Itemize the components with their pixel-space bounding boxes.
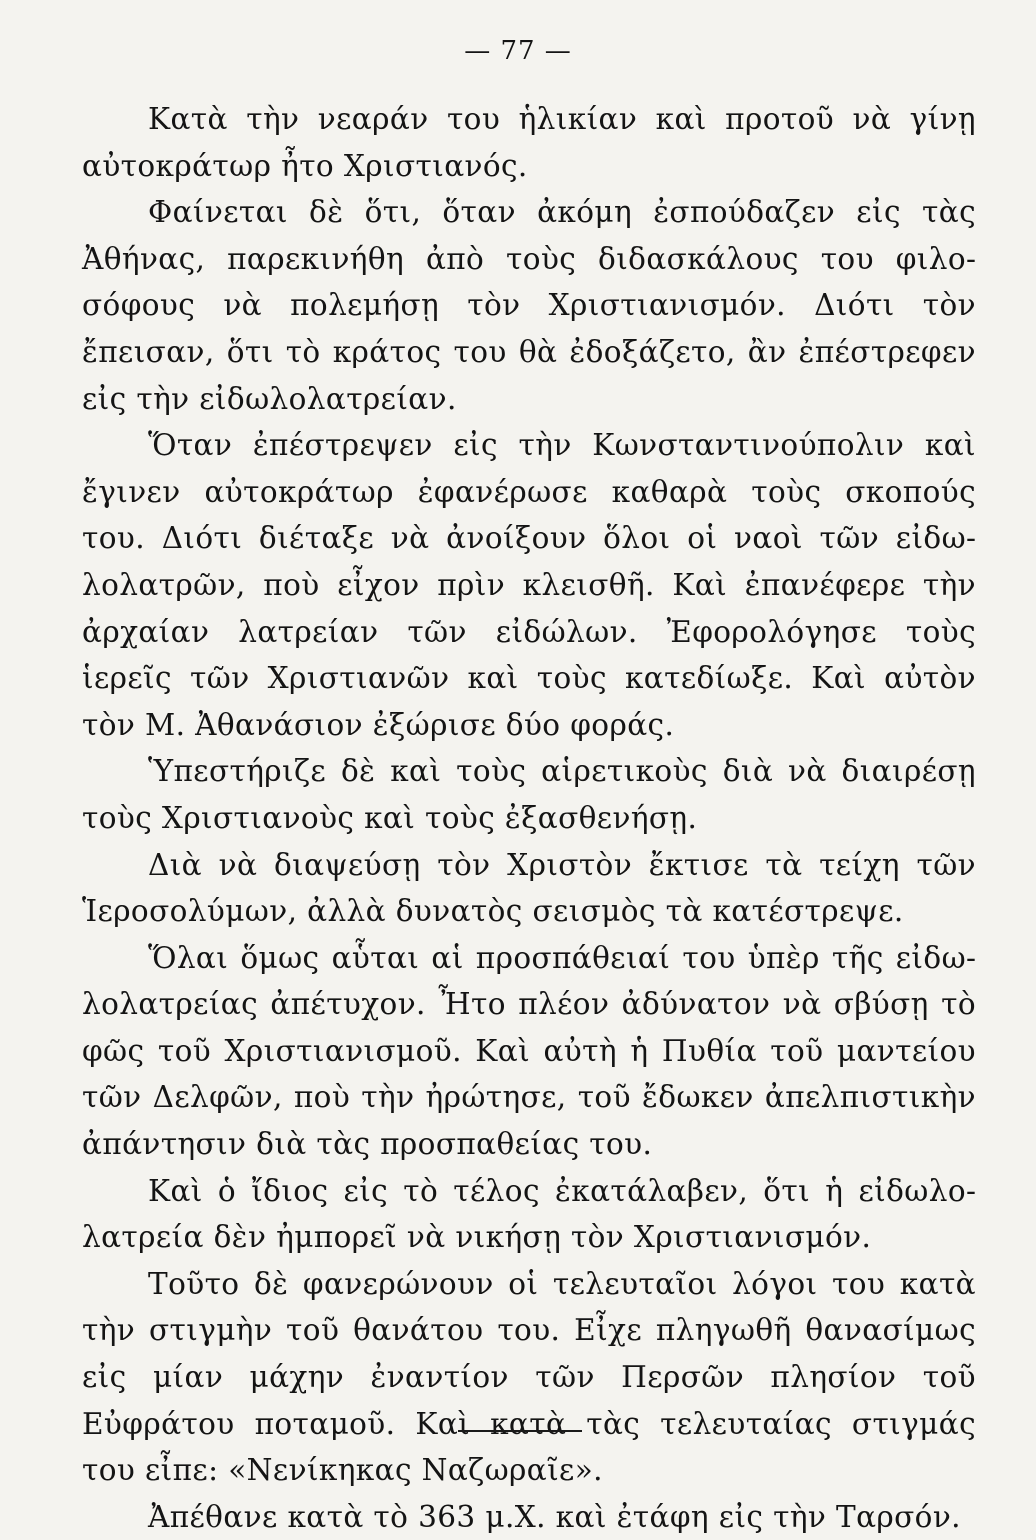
paragraph: Ὅταν ἐπέστρεψεν εἰς τὴν Κωνσταντινούπολιν καὶ ἔγινεν αὐτοκράτωρ ἐφανέρωσε καθαρὰ τοὺς σκοπούς του. Διότι διέταξε νὰ ἀνοίξουν ὅλοι οἱ ναοὶ τῶν εἰδωλολατρῶν, ποὺ εἶχον πρὶν κλεισθῆ. Καὶ ἐπανέφερε τὴν ἀρχαίαν λατρείαν τῶν εἰδώλων. Ἐφορολόγησε τοὺς ἱερεῖς τῶν Χριστιανῶν καὶ τοὺς κατεδίωξε. Καὶ αὐτὸν τὸν Μ. Ἀθανάσιον ἐξώρισε δύο φοράς. [82,428,976,742]
paragraph: Ὑπεστήριζε δὲ καὶ τοὺς αἱρετικοὺς διὰ νὰ διαιρέσῃ τοὺς Χριστιανοὺς καὶ τοὺς ἐξασθενήσῃ. [82,754,976,835]
paragraph: Κατὰ τὴν νεαράν του ἡλικίαν καὶ προτοῦ νὰ γίνῃ αὐτοκράτωρ ἦτο Χριστιανός. [82,102,976,183]
paragraph: Ἀπέθανε κατὰ τὸ 363 μ.Χ. καὶ ἐτάφη εἰς τὴν Ταρσόν. [148,1499,961,1534]
paragraph: Καὶ ὁ ἴδιος εἰς τὸ τέλος ἐκατάλαβεν, ὅτι ἡ εἰδωλολατρεία δὲν ἠμπορεῖ νὰ νικήσῃ τὸν Χριστιανισμόν. [82,1173,976,1255]
end-rule [458,1430,582,1432]
page-number: — 77 — [464,36,572,66]
paragraph: Τοῦτο δὲ φανερώνουν οἱ τελευταῖοι λόγοι του κατὰ τὴν στιγμὴν τοῦ θανάτου του. Εἶχε πληγωθῆ θανασίμως εἰς μίαν μάχην ἐναντίον τῶν Περσῶν πλησίον τοῦ Εὐφράτου ποταμοῦ. Καὶ κατὰ τὰς τελευταίας στιγμάς του εἶπε: «Νενίκηκας Ναζωραῖε». [82,1266,976,1488]
paragraph: Ὅλαι ὅμως αὗται αἱ προσπάθειαί του ὑπὲρ τῆς εἰδωλολατρείας ἀπέτυχον. Ἦτο πλέον ἀδύνατον νὰ σβύσῃ τὸ φῶς τοῦ Χριστιανισμοῦ. Καὶ αὐτὴ ἡ Πυθία τοῦ μαντείου τῶν Δελφῶν, ποὺ τὴν ἠρώτησε, τοῦ ἔδωκεν ἀπελπιστικὴν ἀπάντησιν διὰ τὰς προσπαθείας του. [82,940,976,1162]
paragraph: Διὰ νὰ διαψεύσῃ τὸν Χριστὸν ἔκτισε τὰ τείχη τῶν Ἱεροσολύμων, ἀλλὰ δυνατὸς σεισμὸς τὰ κατέστρεψε. [82,847,976,929]
paragraph: Φαίνεται δὲ ὅτι, ὅταν ἀκόμη ἐσπούδαζεν εἰς τὰς Ἀθήνας, παρεκινήθη ἀπὸ τοὺς διδασκάλους του φιλοσόφους νὰ πολεμήσῃ τὸν Χριστιανισμόν. Διότι τὸν ἔπεισαν, ὅτι τὸ κράτος του θὰ ἐδοξάζετο, ἂν ἐπέστρεφεν εἰς τὴν εἰδωλολατρείαν. [82,195,976,416]
body-text [82,96,976,1540]
